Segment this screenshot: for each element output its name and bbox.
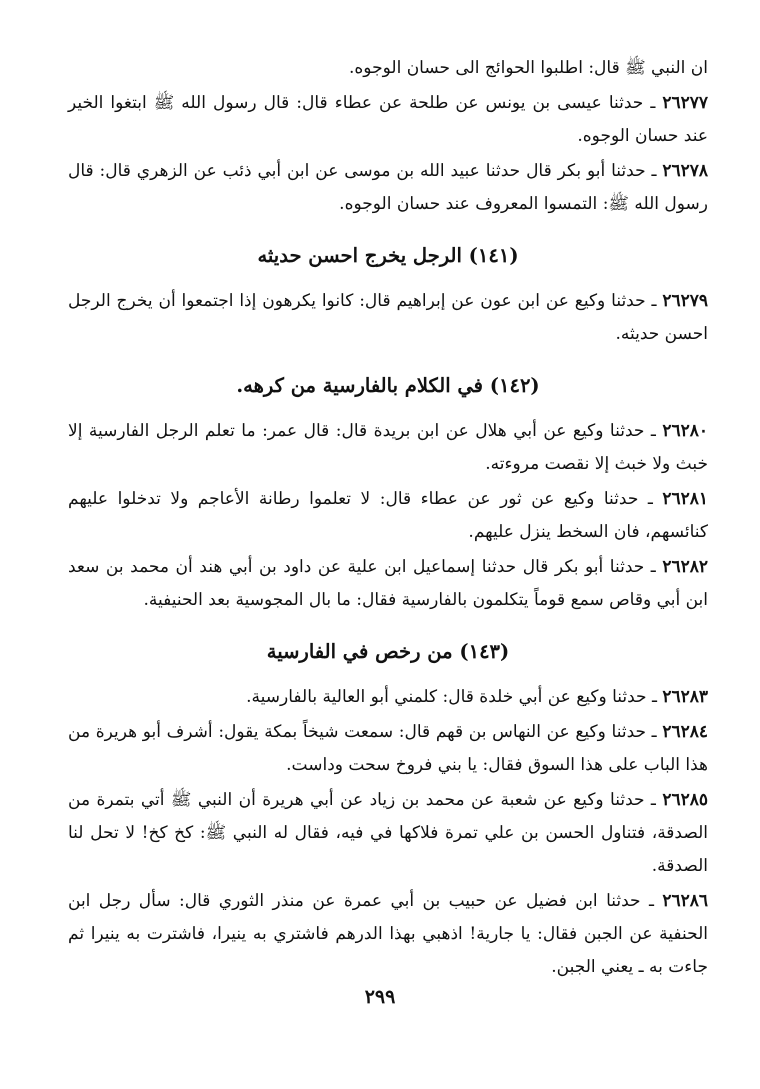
hadith-text: ـ حدثنا وكيع عن النهاس بن قهم قال: سمعت شيخاً بمكة يقول: أشرف أبو هريرة من هذا الباب على هذا السوق فقال: يا بني فروخ سحت وداست. [68,722,708,775]
hadith-number: ٢٦٢٧٨ [662,161,708,181]
hadith-paragraph [68,784,708,883]
hadith-paragraph [68,483,708,549]
hadith-text: ـ حدثنا وكيع عن ابن عون عن إبراهيم قال: كانوا يكرهون إذا اجتمعوا أن يخرج الرجل احسن حديثه. [68,291,708,344]
hadith-number: ٢٦٢٨١ [662,489,708,509]
hadith-number: ٢٦٢٧٩ [662,291,708,311]
hadith-text: ـ حدثنا وكيع عن ثور عن عطاء قال: لا تعلموا رطانة الأعاجم ولا تدخلوا عليهم كنائسهم، فان السخط ينزل عليهم. [68,489,708,542]
chapter-heading: (١٤٣) من رخص في الفارسية [266,640,510,663]
hadith-number: ٢٦٢٧٧ [662,93,708,113]
hadith-paragraph-continuation [68,52,708,85]
hadith-number: ٢٦٢٨٠ [662,421,708,441]
hadith-number: ٢٦٢٨٢ [662,557,708,577]
hadith-text: ـ حدثنا وكيع عن أبي خلدة قال: كلمني أبو العالية بالفارسية. [246,687,663,707]
hadith-text: ـ حدثنا وكيع عن أبي هلال عن ابن بريدة قال: قال عمر: ما تعلم الرجل الفارسية إلا خبث ولا خبث إلا نقصت مروءته. [68,421,708,474]
hadith-paragraph [68,155,708,221]
hadith-number: ٢٦٢٨٤ [662,722,708,742]
hadith-text: ان النبي ﷺ قال: اطلبوا الحوائج الى حسان الوجوه. [349,58,708,78]
hadith-number: ٢٦٢٨٥ [662,790,708,810]
hadith-text: ـ حدثنا عيسى بن يونس عن طلحة عن عطاء قال: قال رسول الله ﷺ ابتغوا الخير عند حسان الوجوه. [68,93,708,146]
chapter-heading: (١٤١) الرجل يخرج احسن حديثه [257,244,519,267]
hadith-paragraph [68,551,708,617]
hadith-paragraph [68,716,708,782]
hadith-text: ـ حدثنا أبو بكر قال حدثنا عبيد الله بن موسى عن ابن أبي ذئب عن الزهري قال: قال رسول الله ﷺ: التمسوا المعروف عند حسان الوجوه. [68,161,708,214]
chapter-heading: (١٤٢) في الكلام بالفارسية من كرهه. [236,374,540,397]
hadith-number: ٢٦٢٨٣ [662,687,708,707]
hadith-paragraph [68,87,708,153]
hadith-paragraph [68,885,708,984]
page-number: ٢٩٩ [364,986,396,1008]
book-page [68,52,708,986]
hadith-text: ـ حدثنا ابن فضيل عن حبيب بن أبي عمرة عن منذر الثوري قال: سأل رجل ابن الحنفية عن الجبن فقال: يا جارية! اذهبي بهذا الدرهم فاشتري به ينيرا، فاشترت به ينيرا ثم جاءت به ـ يعني الجبن. [68,891,708,977]
hadith-text: ـ حدثنا وكيع عن شعبة عن محمد بن زياد عن أبي هريرة أن النبي ﷺ أتي بتمرة من الصدقة، فتناول الحسن بن علي تمرة فلاكها في فيه، فقال له النبي ﷺ: كخ كخ! لا تحل لنا الصدقة. [68,790,708,876]
hadith-paragraph [68,415,708,481]
hadith-number: ٢٦٢٨٦ [662,891,708,911]
hadith-text: ـ حدثنا أبو بكر قال حدثنا إسماعيل ابن علية عن داود بن أبي هند أن محمد بن سعد ابن أبي وقاص سمع قوماً يتكلمون بالفارسية فقال: ما بال المجوسية بعد الحنيفية. [68,557,708,610]
hadith-paragraph [68,285,708,351]
hadith-paragraph [68,681,708,714]
